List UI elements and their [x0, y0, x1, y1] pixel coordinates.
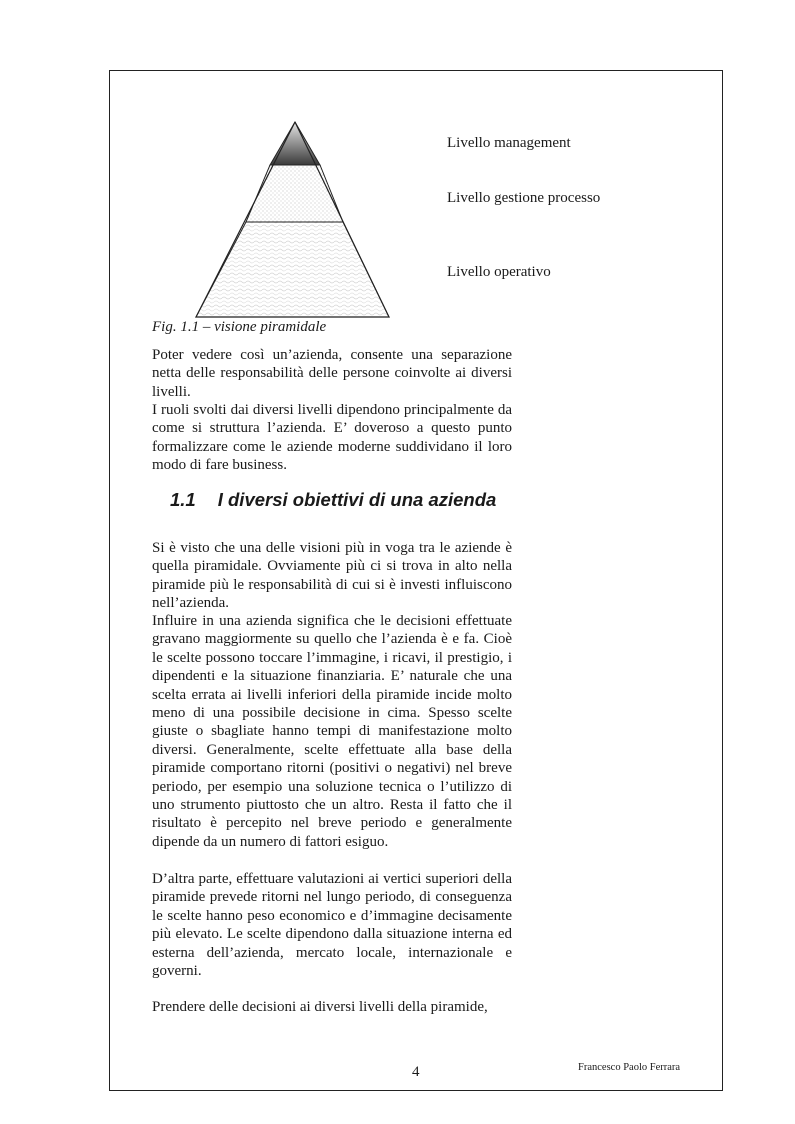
level-label-management: Livello management — [447, 135, 571, 151]
intro-paragraph-2: I ruoli svolti dai diversi livelli dipendono principalmente da come si struttura l’azienda. E’ doveroso a questo punto formalizzare come le aziende moderne suddividano il loro modo di fare business. — [152, 402, 512, 474]
pyramid-diagram — [190, 118, 410, 320]
body-paragraph-4: Prendere delle decisioni ai diversi livelli della piramide, — [152, 999, 488, 1015]
section-number: 1.1 — [170, 489, 196, 510]
body-paragraph-3: D’altra parte, effettuare valutazioni ai vertici superiori della piramide prevede ritorni nel lungo periodo, di conseguenza le scelte hanno peso economico e d’immagine decisamente più elevato. Le scelte dipendono dalla situazione interna ed esterna dell’azienda, mercato locale, internazionale e governi. — [152, 871, 512, 980]
figure-caption: Fig. 1.1 – visione piramidale — [152, 319, 327, 335]
intro-paragraph-1: Poter vedere così un’azienda, consente una separazione netta delle responsabilità delle persone coinvolte ai diversi livelli. — [152, 347, 512, 400]
section-title: I diversi obiettivi di una azienda — [217, 489, 497, 510]
pyramid-level-gestione-processo — [246, 165, 343, 222]
page-number: 4 — [412, 1064, 420, 1080]
level-label-gestione-processo: Livello gestione processo — [447, 190, 601, 206]
section-heading — [170, 489, 496, 511]
author-name: Francesco Paolo Ferrara — [578, 1062, 681, 1073]
level-label-operativo: Livello operativo — [447, 264, 551, 280]
pyramid-level-operativo — [196, 222, 389, 317]
body-paragraph-1: Si è visto che una delle visioni più in voga tra le aziende è quella piramidale. Ovviamente più ci si trova in alto nella piramide più le responsabilità di cui si è investi influiscono nell’azienda. — [152, 540, 512, 612]
body-paragraph-2: Influire in una azienda significa che le decisioni effettuate gravano maggiormente su quello che l’azienda è e fa. Cioè le scelte possono toccare l’immagine, i ricavi, il prestigio, i dipendenti e la situazione finanziaria. E’ naturale che una scelta errata ai livelli inferiori della piramide incide molto meno di una possibile decisione in cima. Spesso scelte giuste o sbagliate hanno tempi di manifestazione molto diversi. Generalmente, scelte effettuate alla base della piramide comportano ritorni (positivi o negativi) nel breve periodo, per esempio una soluzione tecnica o l’utilizzo di uno strumento piuttosto che un altro. Resta il fatto che il risultato è percepito nel breve periodo e generalmente dipende da un numero di fattori esiguo. — [152, 613, 512, 850]
